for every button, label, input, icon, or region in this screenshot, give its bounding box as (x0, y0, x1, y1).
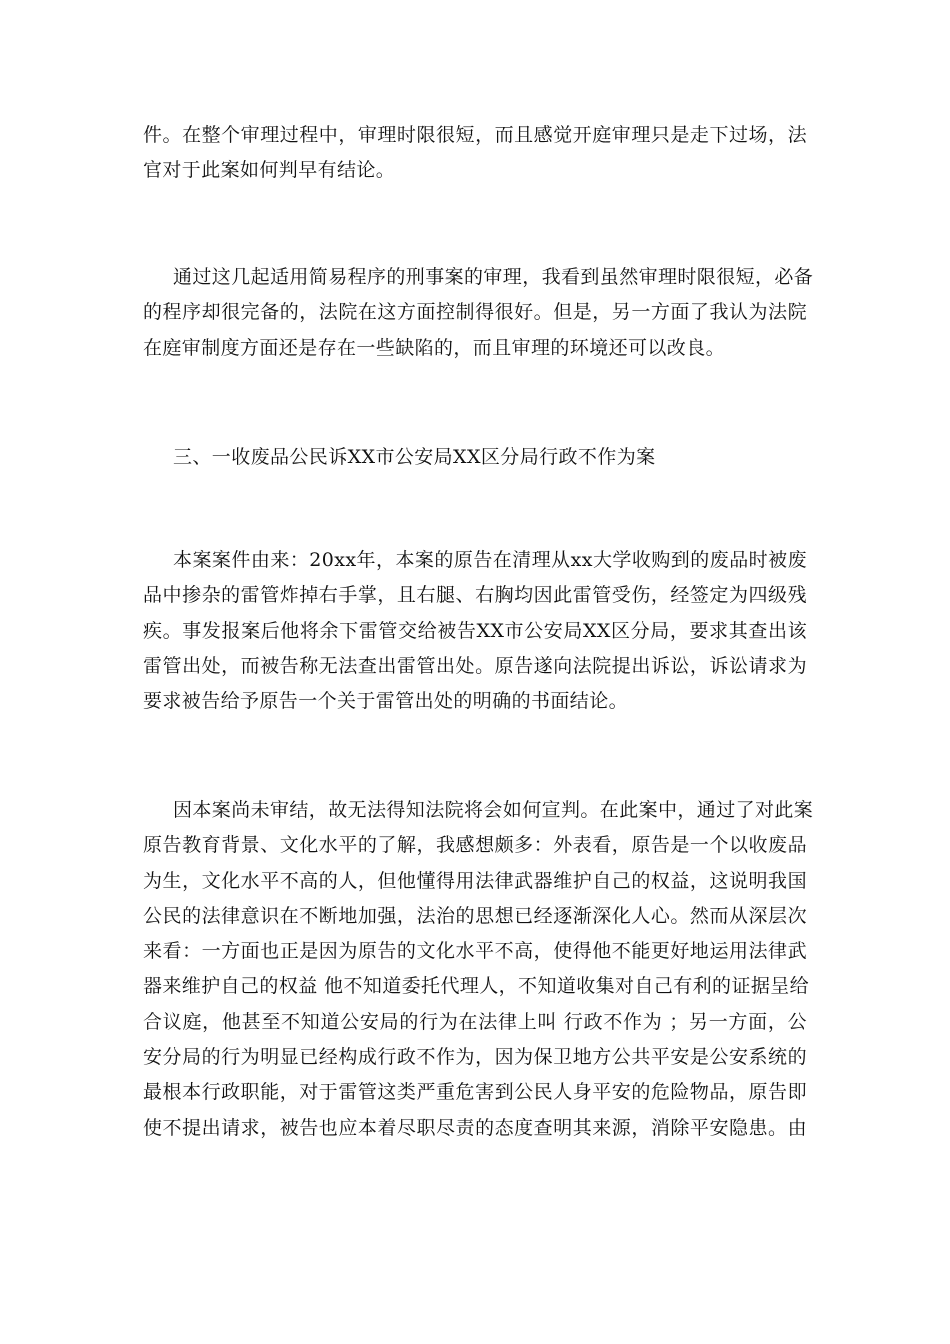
text-line: 品中掺杂的雷管炸掉右手掌，且右腿、右胸均因此雷管受伤，经签定为四级残 (143, 584, 807, 607)
text-line: 在庭审制度方面还是存在一些缺陷的，而且审理的环境还可以改良。 (143, 336, 726, 359)
text-line: 因本案尚未审结，故无法得知法院将会如何宣判。在此案中，通过了对此案 (173, 799, 814, 821)
text-line: 件。在整个审理过程中，审理时限很短，而且感觉开庭审理只是走下过场，法 (143, 124, 807, 146)
text-line: 安分局的行为明显已经构成行政不作为，因为保卫地方公共平安是公安系统的 (143, 1046, 807, 1069)
text-line: 本案案件由来：20xx年，本案的原告在清理从xx大学收购到的废品时被废 (173, 549, 807, 571)
paragraph-case-reflection (143, 793, 814, 1146)
text-line: 原告教育背景、文化水平的了解，我感想颇多：外表看，原告是一个以收废品 (143, 834, 807, 857)
text-line: 最根本行政职能，对于雷管这类严重危害到公民人身平安的危险物品，原告即 (143, 1081, 807, 1104)
text-line: 疾。事发报案后他将余下雷管交给被告XX市公安局XX区分局，要求其查出该 (143, 619, 807, 642)
paragraph-trial-process (143, 118, 807, 189)
paragraph-summary-procedure (143, 260, 814, 366)
text-line: 公民的法律意识在不断地加强，法治的思想已经逐渐深化人心。然而从深层次 (143, 904, 807, 927)
paragraph-case-origin (143, 543, 807, 719)
text-line: 使不提出请求，被告也应本着尽职尽责的态度查明其来源，消除平安隐患。由 (143, 1116, 807, 1139)
text-line: 的程序却很完备的，法院在这方面控制得很好。但是，另一方面了我认为法院 (143, 301, 807, 324)
text-line: 合议庭，他甚至不知道公安局的行为在法律上叫 行政不作为 ；另一方面，公 (143, 1010, 807, 1033)
text-line: 要求被告给予原告一个关于雷管出处的明确的书面结论。 (143, 690, 629, 713)
text-line: 来看：一方面也正是因为原告的文化水平不高，使得他不能更好地运用法律武 (143, 940, 807, 963)
text-line: 官对于此案如何判早有结论。 (143, 159, 396, 182)
text-line: 器来维护自己的权益 他不知道委托代理人，不知道收集对自己有利的证据呈给 (143, 975, 810, 998)
text-line: 雷管出处，而被告称无法查出雷管出处。原告遂向法院提出诉讼，诉讼请求为 (143, 654, 807, 677)
text-line: 通过这几起适用简易程序的刑事案的审理，我看到虽然审理时限很短，必备 (173, 266, 814, 288)
section-heading: 三、一收废品公民诉XX市公安局XX区分局行政不作为案 (173, 446, 656, 468)
text-line: 为生，文化水平不高的人，但他懂得用法律武器维护自己的权益，这说明我国 (143, 869, 807, 892)
